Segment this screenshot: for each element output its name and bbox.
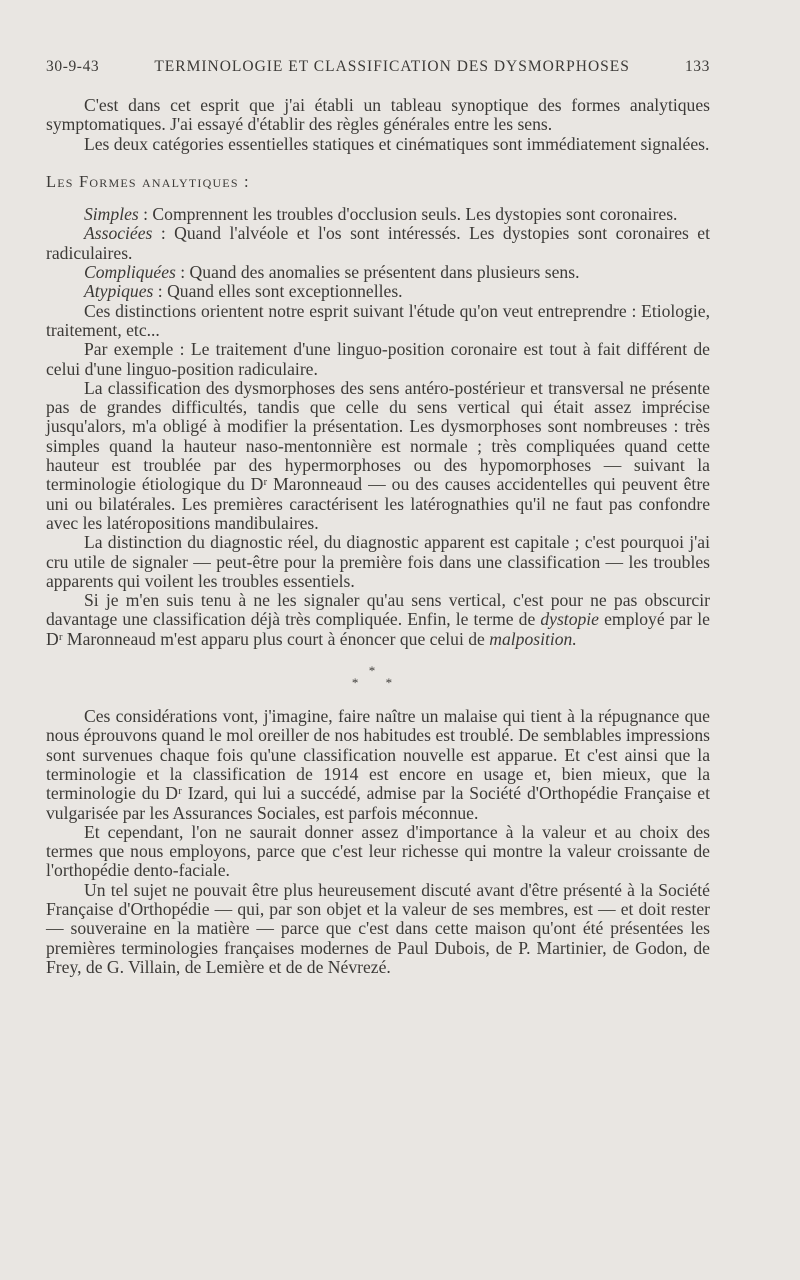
paragraph-7-part-a: Si je m'en suis tenu à ne les signaler qu'au sens vertical, c'est pour ne pas obscurcir davantage une classification déjà très compliquée. Enfin, le terme de (46, 590, 710, 630)
text-simples: : Comprennent les troubles d'occlusion seuls. Les dystopies sont coronaires. (138, 204, 678, 225)
paragraph-8: Ces considérations vont, j'imagine, faire naître un malaise qui tient à la répugnance que nous éprouvons quand le mol oreiller de nos habitudes est troublé. De semblables impressions sont survenues chaque fois qu'une classification nouvelle est apparue. Et c'est ainsi que la terminologie et la classification de 1914 est encore en usage et, bien mieux, que la terminologie du Dʳ Izard, qui lui a succédé, admise par la Société d'Orthopédie Française et vulgarisée par les Assurances Sociales, est parfois méconnue. (46, 706, 710, 823)
section-heading: Les Formes analytiques : (46, 171, 250, 191)
paragraph-2: Les deux catégories essentielles statiques et cinématiques sont immédiatement signalées. (84, 133, 710, 154)
body-text (46, 96, 710, 977)
paragraph-3: Ces distinctions orientent notre esprit suivant l'étude qu'on veut entreprendre : Etiologie, traitement, etc... (46, 300, 710, 340)
paragraph-6: La distinction du diagnostic réel, du diagnostic apparent est capitale ; c'est pourquoi j'ai cru utile de signaler — peut-être pour la première fois dans une classification — les troubles apparents qui voilent les troubles essentiels. (46, 532, 710, 591)
form-atypiques (46, 282, 710, 301)
term-malposition: malposition. (489, 628, 577, 649)
asterisk-top: * (368, 663, 388, 679)
term-dystopie: dystopie (540, 609, 599, 630)
section-separator-asterisks (46, 665, 710, 689)
term-simples: Simples (84, 204, 139, 225)
paragraph-10: Un tel sujet ne pouvait être plus heureusement discuté avant d'être présenté à la Société Française d'Orthopédie — qui, par son objet et la valeur de ses membres, est — et doit rester — souveraine en la matière — parce que c'est dans cette maison qu'ont été présentées les premières terminologies françaises modernes de Paul Dubois, de P. Martinier, de Godon, de Frey, de G. Villain, de Lemière et de de Névrezé. (46, 879, 710, 977)
paragraph-7-part-b: employé par le Dʳ Maronneaud m'est apparu plus court à énoncer que celui de (46, 609, 710, 649)
term-associees: Associées (84, 223, 153, 244)
header-date: 30-9-43 (46, 58, 100, 75)
paragraph-5: La classification des dysmorphoses des sens antéro-postérieur et transversal ne présente pas de grandes difficultés, tandis que celle du sens vertical qui était assez imprécise jusqu'alors, m'a obligé à modifier la présentation. Les dysmorphoses sont nombreuses : très simples quand la hauteur naso-mentonnière est normale ; très compliquées quand cette hauteur est troublée par des hypermorphoses ou des hypomorphoses — suivant la terminologie étiologique du Dʳ Maronneaud — ou des causes accidentelles qui peuvent être uni ou bilatérales. Les premières caractérisent les latérognathies qu'il ne faut pas confondre avec les latéropositions mandibulaires. (46, 377, 710, 533)
term-atypiques: Atypiques (84, 281, 154, 302)
asterisk-bottom: * * (351, 675, 405, 691)
form-simples (46, 205, 710, 224)
page-number: 133 (684, 58, 710, 75)
paragraph-4: Par exemple : Le traitement d'une linguo-position coronaire est tout à fait différent de celui d'une linguo-position radiculaire. (46, 339, 710, 379)
running-header (46, 58, 710, 76)
text-atypiques: : Quand elles sont exceptionnelles. (153, 281, 403, 302)
paragraph-9: Et cependant, l'on ne saurait donner assez d'importance à la valeur et au choix des termes que nous employons, parce que c'est leur richesse qui montre la valeur croissante de l'orthopédie dento-faciale. (46, 821, 710, 881)
form-compliquees (46, 263, 710, 282)
term-compliquees: Compliquées (84, 262, 176, 283)
paragraph-7 (46, 591, 710, 649)
text-associees: : Quand l'alvéole et l'os sont intéressés. Les dystopies sont coronaires et radiculaires. (46, 223, 710, 263)
text-compliquees: : Quand des anomalies se présentent dans plusieurs sens. (175, 262, 580, 283)
form-associees (46, 224, 710, 263)
paragraph-1: C'est dans cet esprit que j'ai établi un tableau synoptique des formes analytiques symptomatiques. J'ai essayé d'établir des règles générales entre les sens. (46, 95, 710, 135)
header-title: TERMINOLOGIE ET CLASSIFICATION DES DYSMORPHOSES (154, 58, 630, 75)
